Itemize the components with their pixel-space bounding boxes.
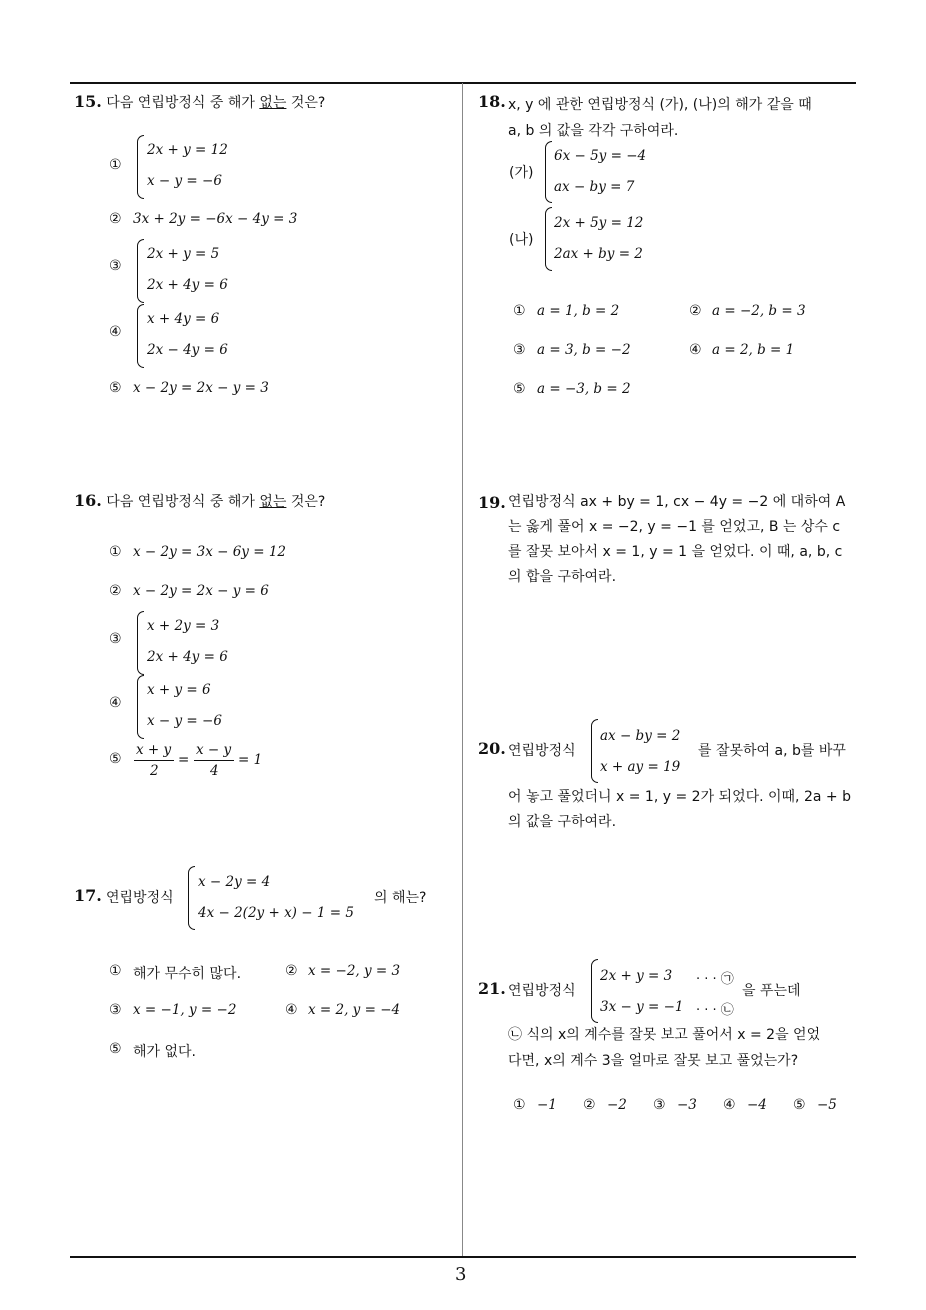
option-marker[interactable]: ⑤ [513,381,526,397]
option-marker[interactable]: ② [285,963,298,979]
fraction-bar [194,760,234,761]
fraction-denominator: 2 [150,763,159,779]
equation: 2x + 4y = 6 [147,649,228,665]
option-marker[interactable]: ① [109,544,122,560]
question-prompt: 연립방정식 [106,890,174,906]
equals-sign: = [178,752,190,768]
equation: 6x − 5y = −4 [554,148,647,164]
equation: 3x + 2y = −6x − 4y = 3 [133,211,298,227]
brace [545,207,552,271]
question-body [508,490,845,590]
equation: ax − by = 7 [554,179,635,195]
option-text: x = −1, y = −2 [133,1002,237,1018]
option-marker[interactable]: ② [109,583,122,599]
underlined-word: 없는 [259,494,287,510]
question-prompt: 연립방정식 [508,743,576,759]
fraction-bar [134,760,174,761]
option-text: x = 2, y = −4 [308,1002,401,1018]
equation: x − y = −6 [147,173,222,189]
equation: x + y = 6 [147,682,211,698]
question-number: 20. [478,739,506,758]
question-number: 19. [478,493,506,512]
option-marker[interactable]: ④ [723,1097,736,1113]
question-line: x, y 에 관한 연립방정식 (가), (나)의 해가 같을 때 [508,97,812,113]
option-marker[interactable]: ① [513,1097,526,1113]
q16-header [74,491,325,511]
option-text: a = 1, b = 2 [537,303,620,319]
question-line: 다면, x의 계수 3을 얼마로 잘못 보고 풀었는가? [508,1053,799,1069]
option-text: a = −2, b = 3 [712,303,806,319]
equation: x − y = −6 [147,713,222,729]
question-number: 16. [74,491,102,510]
option-marker[interactable]: ① [109,963,122,979]
option-marker[interactable]: ④ [689,342,702,358]
equation: = 1 [238,752,263,768]
option-text: −1 [537,1097,557,1113]
option-text: a = 3, b = −2 [537,342,631,358]
option-marker[interactable]: ① [513,303,526,319]
equation: 4x − 2(2y + x) − 1 = 5 [198,905,354,921]
question-prompt-end: 것은? [286,95,326,111]
option-marker[interactable]: ④ [109,695,122,711]
option-text: a = −3, b = 2 [537,381,631,397]
option-marker[interactable]: ② [109,211,122,227]
brace [137,239,144,303]
option-text: x = −2, y = 3 [308,963,401,979]
option-marker[interactable]: ⑤ [109,380,122,396]
brace [591,719,598,783]
option-marker[interactable]: ④ [109,324,122,340]
option-text: a = 2, b = 1 [712,342,795,358]
question-line: 연립방정식 ax + by = 1, cx − 4y = −2 에 대하여 A [508,494,846,510]
equation: 2x + y = 5 [147,246,220,262]
equation-tag: · · · ㉠ [696,972,734,987]
option-marker[interactable]: ④ [285,1002,298,1018]
equation: x + 4y = 6 [147,311,220,327]
equation: 3x − y = −1 [600,999,684,1015]
fraction-numerator: x − y [196,742,232,758]
brace [137,135,144,199]
equation: 2x + 4y = 6 [147,277,228,293]
equation: x + ay = 19 [600,759,681,775]
option-marker[interactable]: ③ [109,1002,122,1018]
system-label: (가) [509,165,534,181]
question-line: a, b 의 값을 각각 구하여라. [508,123,679,139]
equation: 2ax + by = 2 [554,246,643,262]
question-prompt: 다음 연립방정식 중 해가 [106,95,260,111]
question-number: 18. [478,92,506,111]
equation: 2x + y = 12 [147,142,228,158]
question-number: 17. [74,886,102,905]
question-line: ㉡ 식의 x의 계수를 잘못 보고 풀어서 x = 2을 얻었 [508,1027,821,1043]
question-line: 의 합을 구하여라. [508,569,617,585]
option-marker[interactable]: ② [689,303,702,319]
question-line: 는 옳게 풀어 x = −2, y = −1 를 얻었고, B 는 상수 c [508,519,841,535]
option-marker[interactable]: ① [109,157,122,173]
equation: ax − by = 2 [600,728,681,744]
underlined-word: 없는 [259,95,287,111]
equation: x − 2y = 4 [198,874,271,890]
brace [591,959,598,1023]
equation-tag: · · · ㉡ [696,1003,734,1018]
question-number: 21. [478,979,506,998]
equation: x − 2y = 2x − y = 6 [133,583,269,599]
option-text: 해가 없다. [133,1044,196,1060]
option-marker[interactable]: ③ [513,342,526,358]
brace [137,611,144,675]
fraction-numerator: x + y [136,742,172,758]
option-text: −5 [817,1097,837,1113]
question-line: 를 잘못 보아서 x = 1, y = 1 을 얻었다. 이 때, a, b, c [508,544,843,560]
equation: 2x + y = 3 [600,968,673,984]
page-number: 3 [455,1264,467,1285]
question-prompt-end: 을 푸는데 [742,983,801,999]
equation: 2x + 5y = 12 [554,215,644,231]
question-line: 어 놓고 풀었더니 x = 1, y = 2가 되었다. 이때, 2a + b [508,789,851,805]
question-prompt: 연립방정식 [508,983,576,999]
question-prompt-end: 를 잘못하여 a, b를 바꾸 [698,743,846,759]
option-marker[interactable]: ② [583,1097,596,1113]
question-prompt-end: 의 해는? [374,890,427,906]
question-prompt: 다음 연립방정식 중 해가 [106,494,260,510]
q15-header [74,92,325,112]
system-label: (나) [509,232,534,248]
equation: x − 2y = 2x − y = 3 [133,380,269,396]
option-text: −3 [677,1097,697,1113]
bottom-rule [70,1256,856,1258]
option-text: −4 [747,1097,767,1113]
brace [545,141,552,203]
question-line: 의 값을 구하여라. [508,814,617,830]
column-divider [462,83,463,1257]
option-marker[interactable]: ⑤ [793,1097,806,1113]
option-text: 해가 무수히 많다. [133,966,242,982]
brace [137,304,144,368]
brace [137,675,144,739]
question-prompt-end: 것은? [286,494,326,510]
option-marker[interactable]: ⑤ [109,751,122,767]
option-marker[interactable]: ③ [109,258,122,274]
option-text: −2 [607,1097,627,1113]
option-marker[interactable]: ③ [653,1097,666,1113]
top-rule [70,82,856,84]
question-number: 15. [74,92,102,111]
fraction-denominator: 4 [210,763,219,779]
equation: 2x − 4y = 6 [147,342,228,358]
brace [188,866,195,930]
option-marker[interactable]: ⑤ [109,1041,122,1057]
option-marker[interactable]: ③ [109,631,122,647]
equation: x − 2y = 3x − 6y = 12 [133,544,287,560]
equation: x + 2y = 3 [147,618,220,634]
